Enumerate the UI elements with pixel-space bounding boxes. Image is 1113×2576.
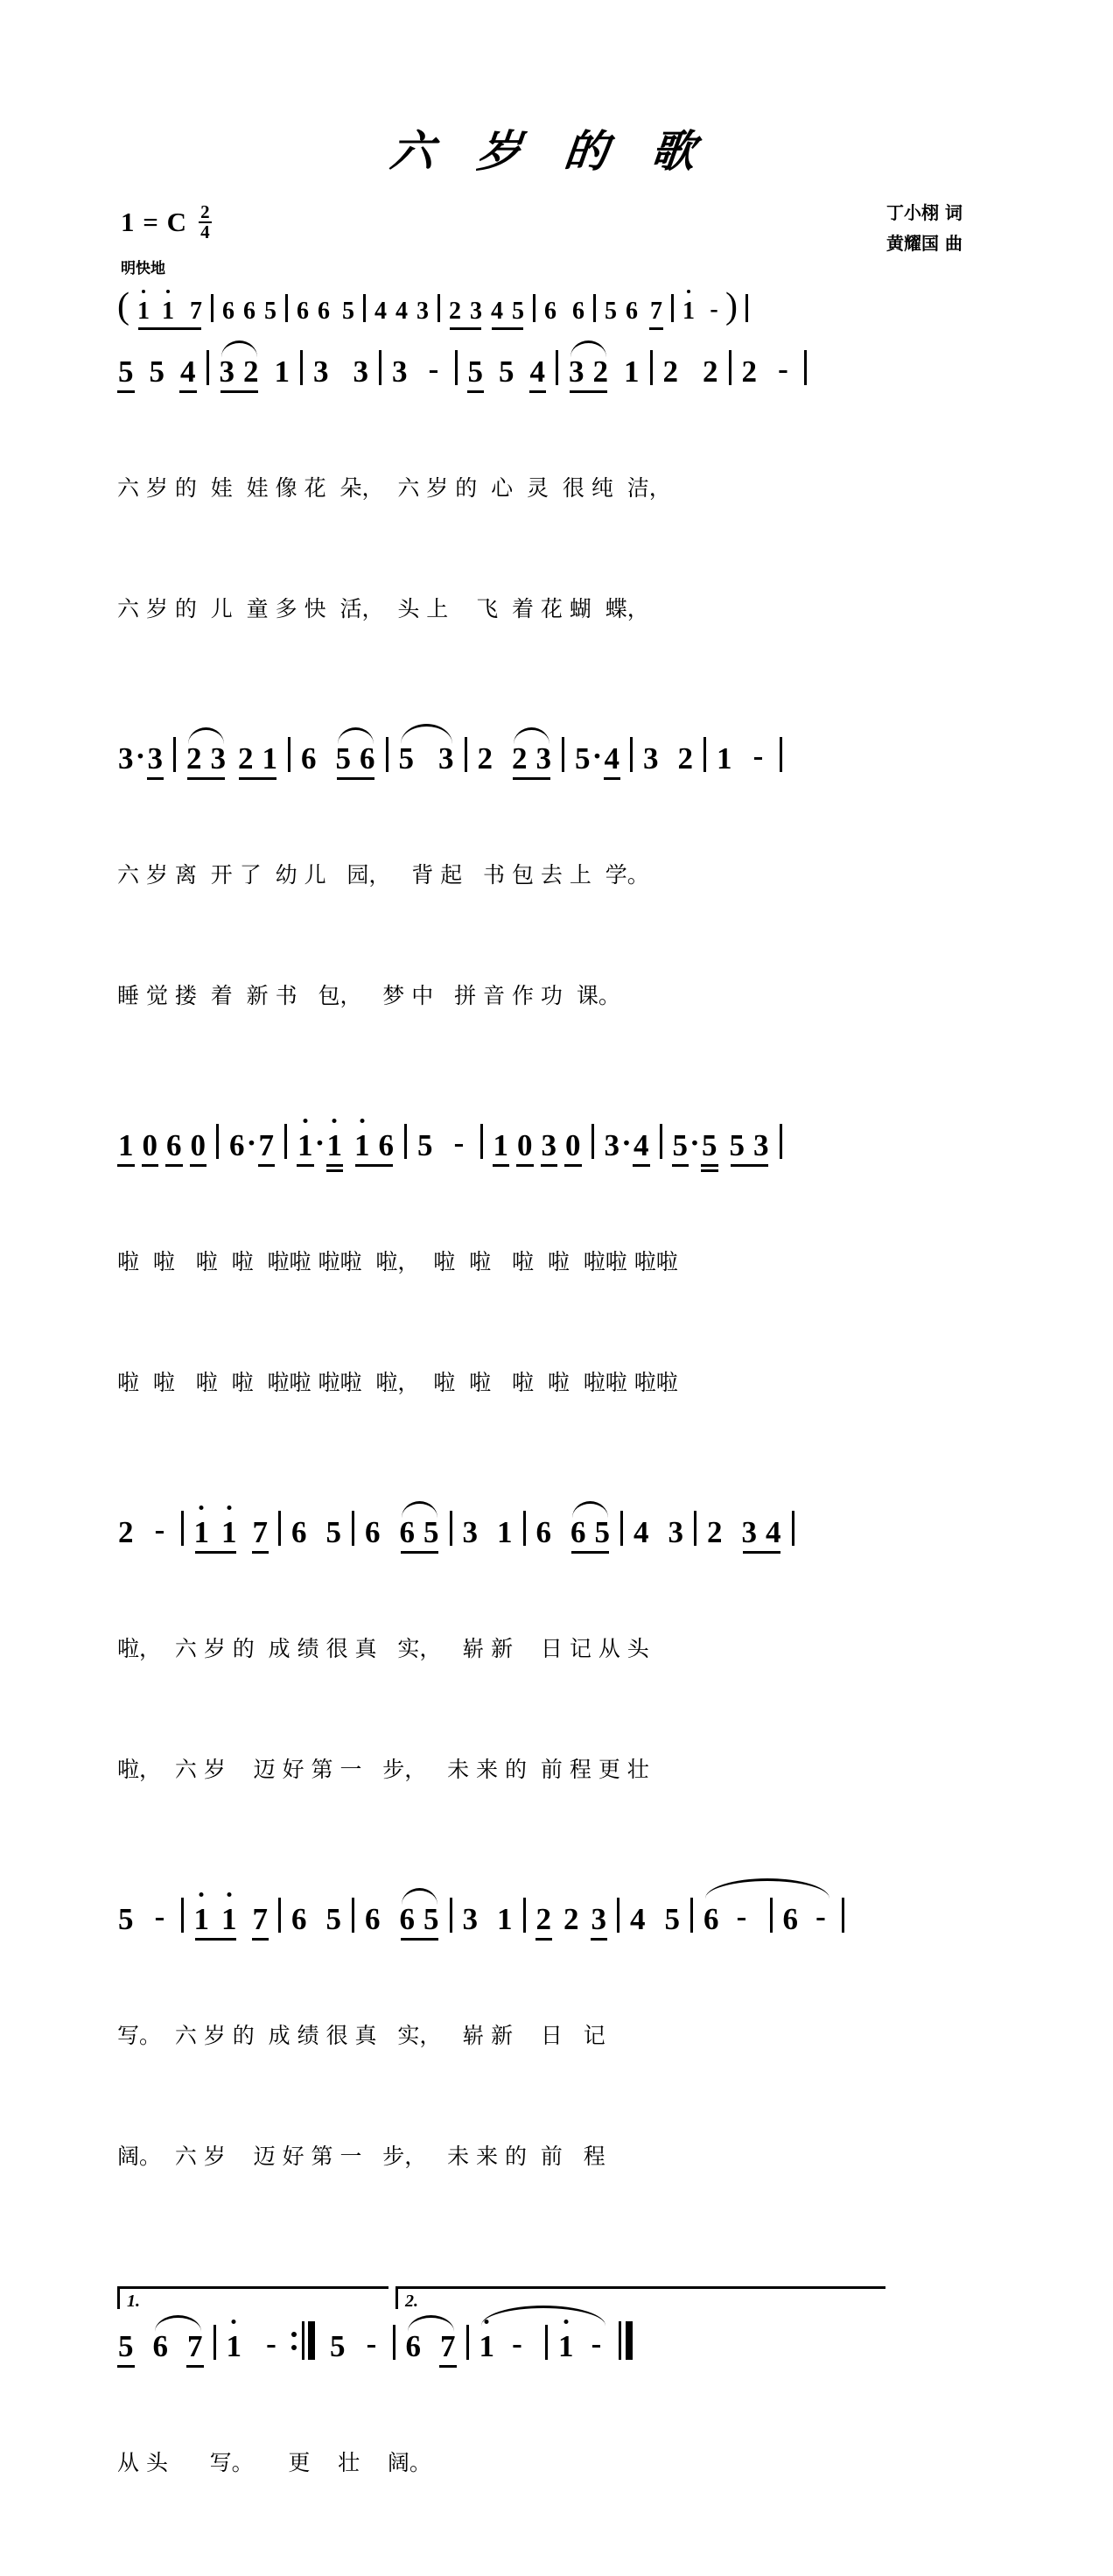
note-extender: - [154,1513,165,1547]
note: 3 [147,741,163,776]
barline [393,2325,396,2360]
note: 5 [512,298,524,325]
note: 6 [301,741,317,776]
note: 1 [497,1515,513,1549]
note: 1 [298,1128,313,1162]
note: 7 [190,298,202,325]
barline [780,737,782,772]
barline [545,2325,548,2360]
note-group [490,299,525,324]
barline [694,1511,696,1546]
note: 5 [398,741,414,776]
barline [438,294,440,322]
note: 6 [318,298,330,325]
note: 3 [604,1128,620,1162]
lyrics-4 [0,1548,1113,1871]
barline [746,294,748,322]
note: 1 [193,1515,209,1549]
note: 6 [222,298,234,325]
note-group-slur [398,743,455,774]
note-group-slur [219,356,260,387]
barline [671,294,674,322]
note: 1 [226,2329,242,2363]
note: 1 [137,298,150,325]
music-systems [0,284,1113,2576]
note: 4 [766,1515,781,1549]
barline [562,737,564,772]
barline [690,1898,693,1933]
volta-1 [117,2286,388,2309]
note: 6 [297,298,309,325]
note-group-slur [399,1517,440,1548]
system-4 [0,1497,1113,1871]
barline [181,1511,184,1546]
lyrics-2 [0,774,1113,1098]
barline [181,1898,184,1933]
note: 3 [668,1515,683,1549]
note: 5 [342,298,354,325]
barline [523,1898,526,1933]
lyric-line: 六 岁 的 娃 娃 像 花 朵， 六 岁 的 心 灵 很 纯 洁， [117,474,671,501]
barline [533,294,536,322]
barline [630,737,633,772]
note: 6 [243,298,256,325]
note: 3 [753,1128,769,1162]
note: 5 [664,1902,680,1936]
barline [386,737,388,772]
note: 6 [782,1902,798,1936]
note: 2 [449,298,461,325]
note: 6 [360,741,375,776]
note: 5 [467,354,483,389]
note: 2 [477,741,493,776]
barline [284,1124,287,1159]
note: 5 [326,1515,341,1549]
augmentation-dot: · [621,1126,632,1160]
note-group [237,743,278,774]
note: 3 [438,741,454,776]
note: 3 [219,354,234,389]
note: 5 [605,298,617,325]
note: 1 [624,354,640,389]
note: 7 [187,2329,203,2363]
lyrics-3 [0,1161,1113,1485]
note: 6 [704,1902,719,1936]
lyrics-1 [0,387,1113,711]
note: 1 [262,741,277,776]
composer-credit: 黄耀国 曲 [886,233,962,254]
note: 6 [229,1128,245,1162]
barline [278,1898,281,1933]
credits [886,198,962,259]
header-row [0,194,1113,270]
note: 2 [703,354,718,389]
note-extender: - [453,1126,465,1160]
lyrics-5 [0,1934,1113,2258]
note: 5 [326,1902,341,1936]
note: 5 [330,2329,346,2363]
staff-3 [0,1110,1113,1161]
system-prelude [0,284,1113,327]
barline [352,1898,354,1933]
time-signature-denominator: 4 [200,221,210,243]
lyric-line: 睡 觉 搂 着 新 书 包， 梦 中 拼 音 作 功 课。 [117,983,620,1009]
note: 4 [396,298,408,325]
note: 3 [416,298,429,325]
note: 1 [326,1128,342,1162]
note: 4 [604,741,620,776]
note: 3 [462,1902,478,1936]
barline [842,1898,844,1933]
note: 2 [677,741,693,776]
barline [455,350,458,385]
note: 6 [544,298,556,325]
lyric-line: 啦 啦 啦 啦 啦啦 啦啦 啦， 啦 啦 啦 啦 啦啦 啦啦 [117,1248,678,1274]
note-extender: - [591,2327,602,2361]
staff-1 [0,336,1113,387]
note: 3 [741,1515,757,1549]
barline [770,1898,773,1933]
barline [278,1511,281,1546]
augmentation-dot: · [246,1126,257,1160]
barline [214,2325,216,2360]
barline [363,294,366,322]
lyric-line: 六 岁 离 开 了 幼 儿 园， 背 起 书 包 去 上 学。 [117,861,649,888]
note: 3 [591,1902,606,1936]
note-group [193,1904,238,1934]
note: 4 [630,1902,646,1936]
tie-group [152,2331,204,2362]
note: 3 [353,354,368,389]
note: 4 [491,298,503,325]
barline [592,1124,594,1159]
note: 3 [210,741,226,776]
system-6 [0,2281,1113,2564]
note-extender: - [366,2327,377,2361]
note: 4 [634,1128,649,1162]
barline [288,737,290,772]
note: 6 [572,298,584,325]
note: 1 [193,1902,209,1936]
note-extender: - [512,2327,522,2361]
note: 2 [118,1515,134,1549]
note-group-slur [335,743,376,774]
note: 3 [643,741,659,776]
note: 1 [221,1902,237,1936]
staff-prelude [0,284,1113,327]
note: 1 [162,298,174,325]
note: 7 [440,2329,456,2363]
system-1 [0,336,1113,711]
note-extender: - [778,352,788,386]
note-group-slur [186,743,227,774]
note: 2 [707,1515,723,1549]
lyric-line: 啦， 六 岁 迈 好 第 一 步， 未 来 的 前 程 更 壮 [117,1757,649,1783]
note: 1 [493,1128,508,1162]
note: 0 [565,1128,581,1162]
lyric-line: 阔。 六 岁 迈 好 第 一 步， 未 来 的 前 程 [117,2144,606,2170]
barline [173,737,176,772]
barline [216,1124,219,1159]
note: 5 [594,1515,610,1549]
volta-2 [396,2286,886,2309]
barline [450,1511,452,1546]
note: 3 [541,1128,556,1162]
note: 3 [313,354,329,389]
note: 1 [354,1128,370,1162]
note: 5 [672,1128,688,1162]
barline [617,1898,620,1933]
note: 6 [399,1902,415,1936]
note: 4 [529,354,545,389]
note: 4 [374,298,387,325]
lyricist-credit: 丁小栩 词 [886,202,962,223]
note: 2 [536,1902,551,1936]
page-title: 六 岁 的 歌 [388,125,712,177]
augmentation-dot: · [135,739,146,773]
note: 7 [258,1128,274,1162]
barline [704,737,706,772]
note: 7 [252,1902,268,1936]
barline [650,350,653,385]
barline [450,1898,452,1933]
staff-6 [0,2311,1113,2362]
note: 6 [405,2329,421,2363]
note: 5 [118,2329,134,2363]
barline [780,1124,782,1159]
note: 1 [497,1902,513,1936]
note: 5 [417,1128,433,1162]
barline [593,294,596,322]
barline [465,737,467,772]
note-group [729,1130,770,1161]
note: 5 [499,354,514,389]
note: 2 [512,741,528,776]
lyric-line: 从 头 写。 更 壮 阔。 [117,2449,431,2475]
barline [729,350,732,385]
note: 1 [274,354,290,389]
key-signature-text: 1 = C [121,207,188,238]
note: 6 [166,1128,182,1162]
key-signature [121,203,212,242]
note: 3 [569,354,584,389]
barline [480,1124,483,1159]
barline [556,350,558,385]
note: 1 [558,2329,574,2363]
barline [352,1511,354,1546]
augmentation-dot: · [314,1126,326,1160]
note-extender: - [266,2327,276,2361]
repeat-end-barline [291,2321,315,2360]
note: 6 [536,1515,551,1549]
barline [300,350,303,385]
barline [620,1511,623,1546]
note: 2 [592,354,608,389]
note-group [193,1517,238,1548]
note: 6 [399,1515,415,1549]
tempo-marking: 明快地 [121,260,165,277]
note: 3 [470,298,482,325]
note-group [741,1517,782,1548]
tie-group [703,1898,832,1934]
system-2 [0,723,1113,1098]
note-group [354,1130,395,1161]
note: 5 [118,1902,134,1936]
note: 2 [238,741,254,776]
note: 2 [564,1902,579,1936]
note-extender: - [752,739,764,773]
note: 2 [662,354,678,389]
staff-2 [0,723,1113,774]
lyrics-6 [0,2362,1113,2564]
lyric-line: 啦 啦 啦 啦 啦啦 啦啦 啦， 啦 啦 啦 啦 啦啦 啦啦 [117,1370,678,1396]
note: 5 [702,1128,718,1162]
note: 6 [626,298,638,325]
open-paren: ( [117,286,130,327]
note: 6 [291,1902,307,1936]
volta-2-label: 2. [405,2292,418,2311]
barline [792,1511,794,1546]
volta-1-label: 1. [127,2292,140,2311]
staff-4 [0,1497,1113,1548]
time-signature [199,203,212,242]
note: 1 [118,1128,134,1162]
note-extender: - [736,1899,747,1934]
note: 2 [741,354,757,389]
note: 5 [264,298,276,325]
note: 5 [335,741,351,776]
note: 3 [462,1515,478,1549]
note: 0 [142,1128,158,1162]
tie-group [479,2325,608,2362]
note: 5 [424,1515,439,1549]
note: 1 [221,1515,237,1549]
barline [660,1124,662,1159]
augmentation-dot: · [690,1126,700,1160]
lyric-line: 啦， 六 岁 的 成 绩 很 真 实， 崭 新 日 记 从 头 [117,1635,649,1661]
note: 1 [717,741,732,776]
note: 1 [479,2329,494,2363]
note: 3 [392,354,408,389]
note: 5 [424,1902,439,1936]
barline [804,350,807,385]
barline [206,350,209,385]
system-5 [0,1884,1113,2258]
system-3 [0,1110,1113,1485]
barline [211,294,214,322]
note-group-slur [568,356,609,387]
staff-5 [0,1884,1113,1934]
note: 3 [536,741,551,776]
barline [379,350,382,385]
note-group [448,299,483,324]
note: 6 [570,1515,586,1549]
note-extender: - [816,1899,826,1934]
note: 6 [291,1515,307,1549]
barline [523,1511,526,1546]
note: 6 [152,2329,168,2363]
note-extender: - [154,1899,165,1934]
note: 4 [180,354,196,389]
note: 0 [517,1128,533,1162]
close-paren: ) [725,286,738,327]
note: 1 [682,298,695,325]
note-group [136,299,203,324]
note: 7 [252,1515,268,1549]
note-extender: - [428,352,439,386]
final-barline [619,2321,633,2360]
lyric-line: 六 岁 的 儿 童 多 快 活， 头 上 飞 着 花 蝴 蝶， [117,596,649,622]
note: 5 [118,354,134,389]
note: 2 [243,354,259,389]
barline [404,1124,407,1159]
note: 7 [650,298,662,325]
note: 5 [729,1128,745,1162]
barline [285,294,288,322]
note: 5 [575,741,591,776]
lyric-line: 写。 六 岁 的 成 绩 很 真 实， 崭 新 日 记 [117,2022,606,2048]
note: 5 [149,354,164,389]
note-extender: - [710,296,718,323]
barline [466,2325,469,2360]
note: 2 [186,741,202,776]
tie-group [405,2331,457,2362]
note: 6 [365,1902,381,1936]
note-group-slur [570,1517,611,1548]
note-group-slur [399,1904,440,1934]
note: 6 [365,1515,381,1549]
time-signature-numerator: 2 [200,201,210,222]
note: 6 [378,1128,394,1162]
note-group-slur [511,743,552,774]
augmentation-dot: · [592,739,603,773]
note: 4 [634,1515,649,1549]
note: 0 [190,1128,206,1162]
note: 3 [118,741,134,776]
